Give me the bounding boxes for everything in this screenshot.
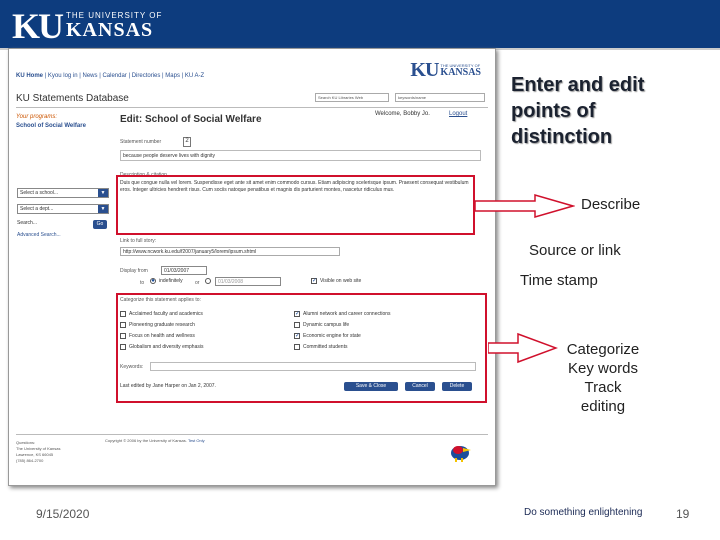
or-label: or [195,280,200,286]
visible-label: Visible on web site [320,278,362,284]
jayhawk-icon [449,442,471,462]
ku-header-bar [0,0,720,48]
last-edited-text: Last edited by Jane Harper on Jan 2, 2007. [120,383,216,389]
categorize-arrow [488,332,558,364]
nav-maps[interactable]: Maps [165,73,180,79]
ku-small-logo [410,59,481,82]
select-school-dropdown[interactable] [17,188,109,198]
category-label: Focus on health and wellness [129,333,195,339]
nav-calendar[interactable]: Calendar [102,73,127,79]
category-label: Economic engine for state [303,333,361,339]
welcome-text: Welcome, Bobby Jo. [375,111,430,117]
describe-highlight-box [116,175,475,235]
indefinitely-radio[interactable] [150,278,183,284]
nav-news[interactable]: News [82,73,98,79]
radio-selected-icon: ● [151,278,155,284]
date-to-radio[interactable] [205,278,214,284]
search-scope-select[interactable]: Search KU Libraries Web [315,93,389,102]
embedded-screenshot [8,48,496,486]
description-label: Description & citation [120,172,167,178]
categorize-highlight-box [116,293,487,403]
ku-small-state: KANSAS [440,66,481,78]
slide-tagline: Do something enlightening [524,507,643,518]
nav-directories[interactable]: Directories [131,73,161,79]
search-keywords-input[interactable]: keywords/name [395,93,485,102]
ku-small-mark: KU [410,59,439,81]
visible-checkbox[interactable] [311,278,361,284]
checkmark-icon: ✓ [312,278,318,284]
describe-callout: Describe [581,196,641,213]
select-dept-dropdown[interactable] [17,204,109,214]
display-from-input[interactable]: 01/03/2007 [161,266,207,275]
ku-small-university: THE UNIVERSITY OF [440,62,481,68]
cancel-button[interactable]: Cancel [405,382,435,391]
ku-logo-mark: KU [12,6,62,46]
describe-arrow [475,192,575,220]
to-label: to [140,280,145,286]
link-label: Link to full story: [120,238,157,244]
description-textarea[interactable]: Duis que congue nulla vel lorem. Suspendisse eget ante sit amet enim commodo cursus. Etiam adipiscing scelerisque ipsum. Praesent consequat vestibulum eros. Integer ultricies hendrerit risus. Cum sociis natoque penatibus et magnis dis parturient montes, nascetur ridiculus mus. [120,180,469,193]
edit-title: Edit: School of Social Welfare [120,114,262,125]
chevron-down-icon: ▼ [98,189,108,197]
display-to-input[interactable]: 01/03/2008 [215,277,281,286]
footer-divider [16,434,488,435]
advanced-search-link[interactable]: Advanced Search... [17,232,61,238]
footer-link[interactable]: Test Only [187,438,205,443]
statement-number-field[interactable]: 2 [183,137,191,147]
category-label: Pioneering graduate research [129,322,195,328]
title-divider [16,107,488,108]
indefinitely-label: indefinitely [159,278,183,284]
categorize-callout: Categorize Key words Track editing [566,341,640,415]
statement-text-field[interactable]: because people deserve lives with dignity [120,150,481,161]
categorize-label: Categorize this statement applies to: [120,297,201,303]
delete-button[interactable]: Delete [442,382,472,391]
sidebar-search-input[interactable]: Search... [17,220,38,226]
nav-kyou[interactable]: Kyou log in [47,73,78,79]
ku-logo-university: THE UNIVERSITY OF [66,11,163,20]
save-close-button[interactable]: Save & Close [344,382,398,391]
source-callout: Source or link [529,242,621,259]
ku-logo [12,8,162,44]
category-label: Acclaimed faculty and academics [129,311,203,317]
link-url-input[interactable]: http://www.ncwork.ku.edu/f2007/january5/lorem/ipsum.shtml [120,247,340,256]
chevron-down-icon: ▼ [98,205,108,213]
select-school-label: Select a school... [20,190,59,196]
select-dept-label: Select a dept... [20,206,54,212]
category-label: Committed students [303,344,348,350]
checkmark-icon: ✓ [295,311,301,317]
radio-empty-icon [205,278,211,284]
keywords-label: Keywords: [120,364,144,370]
logout-link[interactable]: Logout [449,111,468,117]
ku-logo-state: KANSAS [66,19,154,41]
time-callout: Time stamp [520,272,598,289]
slide-heading: Enter and edit points of distinction [511,74,645,148]
footer-copyright: Copyright © 2006 by the University of Kansas. Test Only [105,438,205,443]
nav-ku-home[interactable]: KU Home [16,73,44,79]
display-from-label: Display from [120,268,148,274]
program-link[interactable]: School of Social Welfare [16,123,86,129]
slide-date: 9/15/2020 [36,507,90,521]
checkmark-icon: ✓ [295,333,301,339]
database-title: KU Statements Database [16,93,129,104]
top-nav: KU Home | Kyou log in | News | Calendar | Directories | Maps | KU A-Z [16,73,205,79]
go-button[interactable]: Go [93,220,107,229]
category-label: Alumni network and career connections [303,311,391,317]
your-programs-label: Your programs: [16,114,58,120]
slide-page-number: 19 [676,507,690,521]
nav-ku-az[interactable]: KU A-Z [184,73,205,79]
category-label: Globalism and diversity emphasis [129,344,204,350]
footer-address: Questions: The University of Kansas Lawrence, KS 66045 (785) 864-2700 [16,440,61,463]
statement-number-label: Statement number [120,139,162,145]
category-label: Dynamic campus life [303,322,350,328]
